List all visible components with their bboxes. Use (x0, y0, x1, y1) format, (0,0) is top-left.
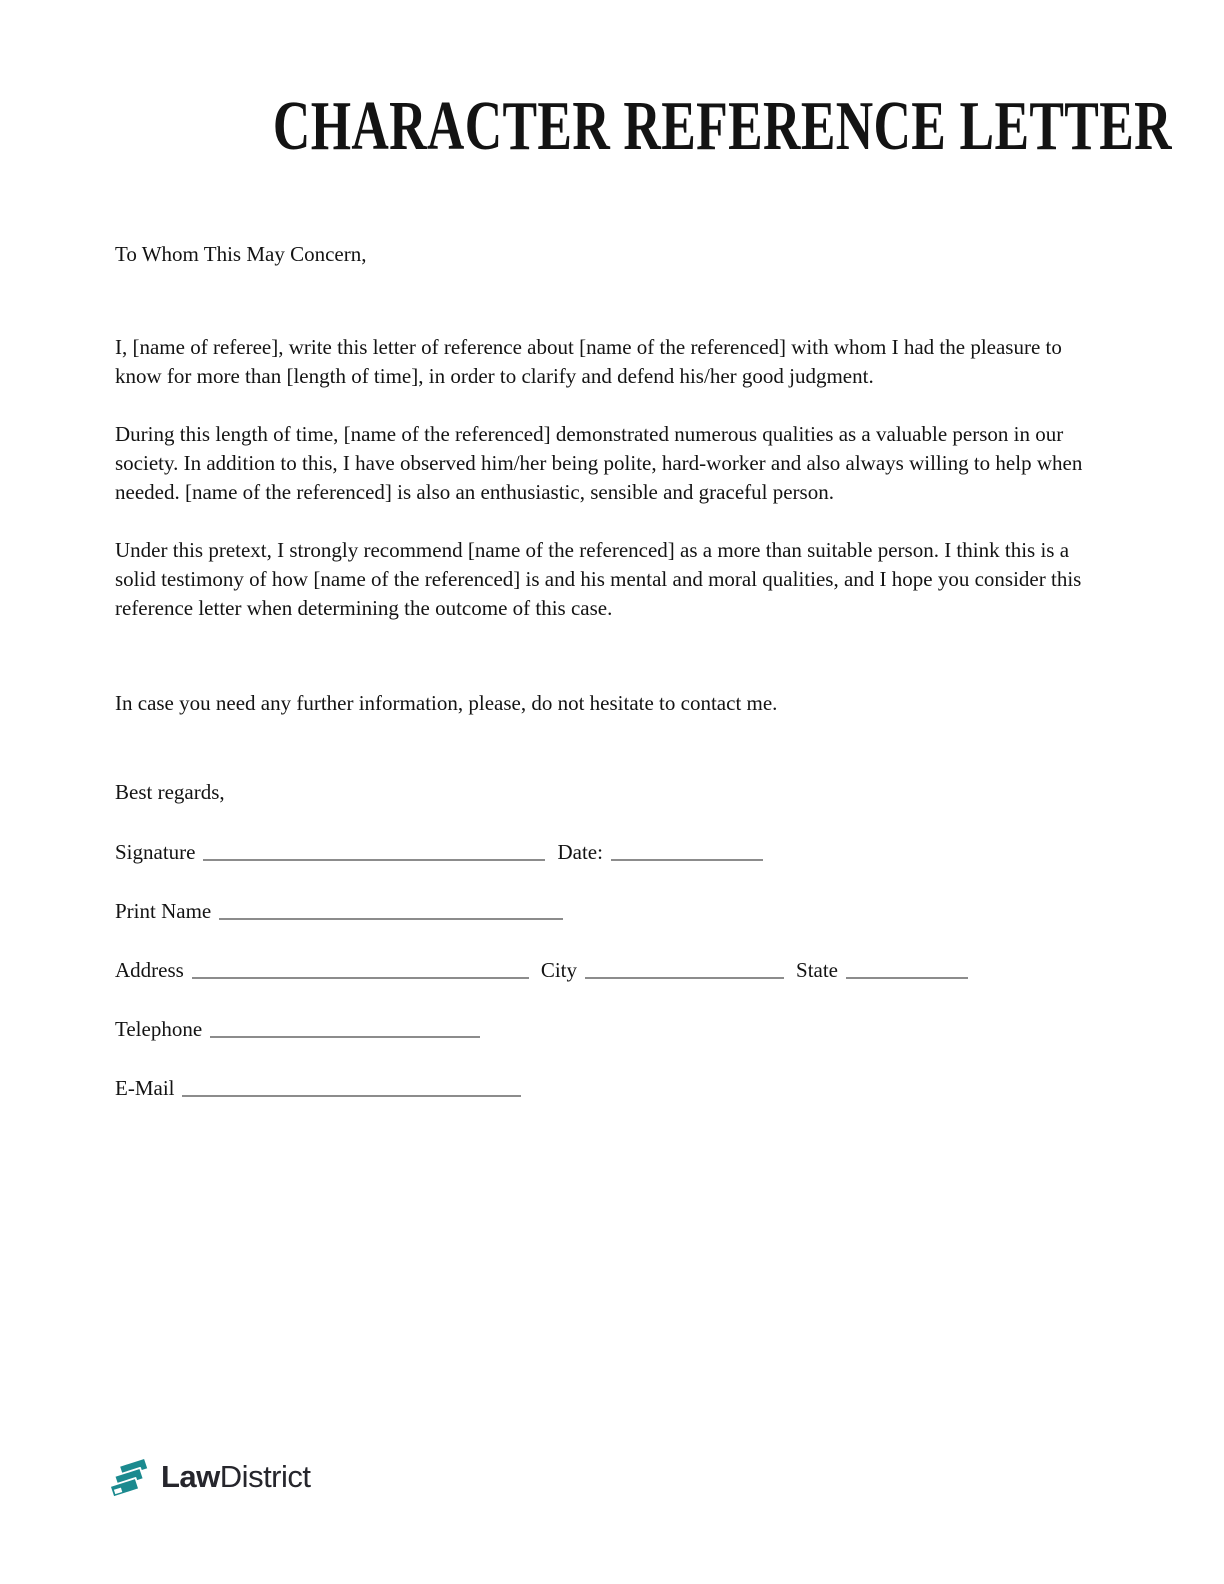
brand-name (161, 1458, 311, 1496)
lawdistrict-logo[interactable] (108, 1453, 311, 1503)
date-label: Date: (557, 840, 603, 864)
salutation: To Whom This May Concern, (115, 242, 367, 266)
closing: Best regards, (115, 780, 225, 804)
telephone-line[interactable] (210, 1020, 480, 1038)
state-label: State (796, 958, 839, 982)
paragraph-qualities: During this length of time, [name of the referenced] demonstrated numerous qualities as a valuable person in our society. In addition to this, I have observed him/her being polite, hard-worker and also always willing to help when needed. [name of the referenced] is also an enthusiastic, sensible and graceful person. (115, 422, 1083, 504)
brand-name-law: Law (161, 1458, 220, 1494)
page-title (115, 0, 1172, 165)
address-label: Address (115, 958, 184, 982)
paragraph-introduction: I, [name of referee], write this letter of reference about [name of the referenced] with whom I had the pleasure to know for more than [length of time], in order to clarify and defend his/her good judgment. (115, 335, 1062, 388)
brand-name-district: District (219, 1458, 311, 1494)
city-line[interactable] (585, 961, 784, 979)
signature-label: Signature (115, 840, 196, 864)
contact-note: In case you need any further information, please, do not hesitate to contact me. (115, 691, 778, 715)
email-row (115, 1074, 1088, 1103)
state-line[interactable] (846, 961, 968, 979)
print-name-line[interactable] (219, 902, 563, 920)
signature-line[interactable] (203, 843, 545, 861)
email-label: E-Mail (115, 1076, 175, 1100)
email-line[interactable] (182, 1079, 521, 1097)
date-line[interactable] (611, 843, 763, 861)
telephone-label: Telephone (115, 1017, 203, 1041)
address-row (115, 956, 1088, 985)
signature-date-row (115, 838, 1088, 867)
stacked-documents-icon (108, 1453, 152, 1503)
telephone-row (115, 1015, 1088, 1044)
paragraph-recommendation: Under this pretext, I strongly recommend [name of the referenced] as a more than suitable person. I think this is a solid testimony of how [name of the referenced] is and his mental and moral qualities, and I hope you consider this reference letter when determining the outcome of this case. (115, 538, 1082, 620)
address-line[interactable] (192, 961, 529, 979)
print-name-row (115, 897, 1088, 926)
city-label: City (540, 958, 578, 982)
print-name-label: Print Name (115, 899, 212, 923)
page-title-text: CHARACTER REFERENCE LETTER (272, 88, 1172, 165)
